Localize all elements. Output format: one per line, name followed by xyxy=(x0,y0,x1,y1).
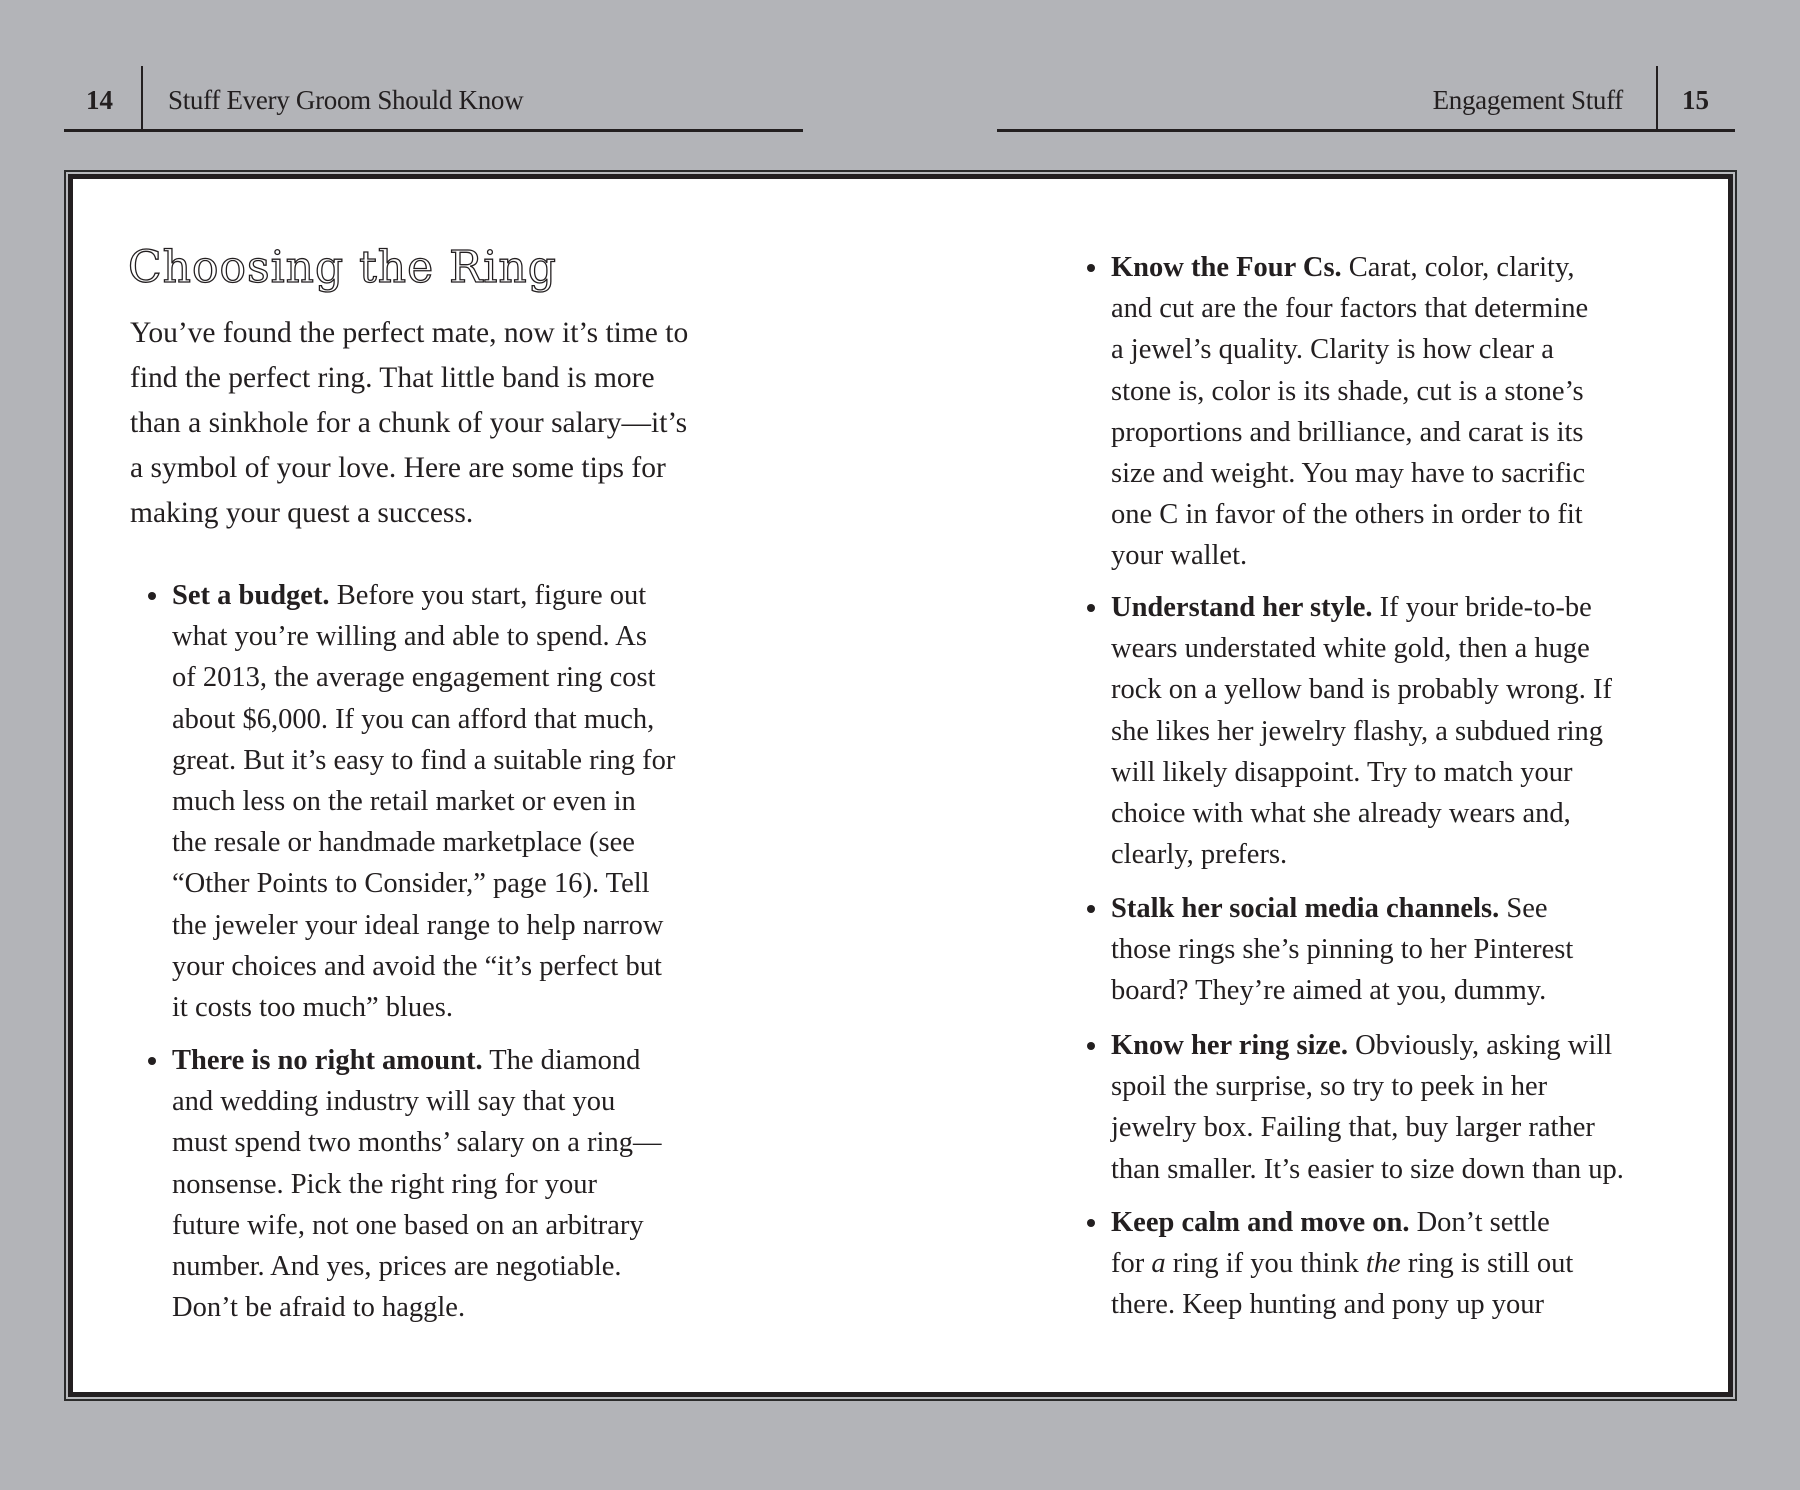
bullet-line: Don’t be afraid to haggle. xyxy=(172,1292,466,1324)
bullet-lead: Know the Four Cs. xyxy=(1111,252,1342,283)
bullet-line: “Other Points to Consider,” page 16). Tell xyxy=(172,868,650,900)
intro-line: a symbol of your love. Here are some tips for xyxy=(130,452,666,484)
bullet-text: for xyxy=(1111,1248,1152,1280)
bullet-line: nonsense. Pick the right ring for your xyxy=(172,1168,598,1200)
bullet-icon xyxy=(1087,905,1095,913)
bullet-first-line xyxy=(1111,594,1592,623)
bullet-text: The diamond xyxy=(482,1045,641,1076)
bullet-line: much less on the retail market or even in xyxy=(172,786,636,817)
bullet-line: great. But it’s easy to find a suitable ring for xyxy=(172,744,676,776)
header-rule-left xyxy=(64,129,803,132)
bullet-line: there. Keep hunting and pony up your xyxy=(1111,1289,1544,1321)
bullet-line: one C in favor of the others in order to fit xyxy=(1111,499,1583,531)
bullet-line: what you’re willing and able to spend. As xyxy=(172,621,647,653)
emphasis-text: the xyxy=(1365,1248,1401,1280)
bullet-line: wears understated white gold, then a huge xyxy=(1111,633,1590,665)
right-page-number: 15 xyxy=(1682,85,1709,115)
section-title: Choosing the Ring xyxy=(128,242,557,293)
bullet-lead: Set a budget. xyxy=(172,580,330,611)
bullet-line: and wedding industry will say that you xyxy=(172,1086,616,1118)
bullet-line: about $6,000. If you can afford that much, xyxy=(172,703,655,735)
bullet-icon xyxy=(1087,1219,1095,1227)
bullet-line: she likes her jewelry flashy, a subdued ring xyxy=(1111,715,1604,747)
bullet-first-line xyxy=(1111,895,1548,924)
bullet-line: clearly, prefers. xyxy=(1111,839,1288,871)
bullet-line: proportions and brilliance, and carat is its xyxy=(1111,416,1584,448)
bullet-first-line xyxy=(172,1047,640,1076)
bullet-line: board? They’re aimed at you, dummy. xyxy=(1111,975,1547,1007)
bullet-icon xyxy=(1087,1042,1095,1050)
bullet-line: choice with what she already wears and, xyxy=(1111,798,1571,829)
emphasis-text: a xyxy=(1151,1248,1166,1280)
bullet-icon xyxy=(148,1057,156,1065)
left-page-number: 14 xyxy=(86,85,113,115)
bullet-line: of 2013, the average engagement ring cost xyxy=(172,662,656,694)
bullet-lead: Stalk her social media channels. xyxy=(1111,893,1500,924)
bullet-lead: Keep calm and move on. xyxy=(1111,1207,1410,1238)
bullet-line: jewelry box. Failing that, buy larger rather xyxy=(1111,1112,1595,1144)
bullet-text: Before you start, figure out xyxy=(329,580,647,611)
bullet-text: ring if you think xyxy=(1165,1248,1366,1280)
bullet-line: must spend two months’ salary on a ring— xyxy=(172,1127,662,1159)
intro-line: making your quest a success. xyxy=(130,497,474,529)
bullet-line: a jewel’s quality. Clarity is how clear a xyxy=(1111,334,1554,366)
bullet-line: stone is, color is its shade, cut is a stone’s xyxy=(1111,375,1584,407)
bullet-line: the jeweler your ideal range to help narrow xyxy=(172,909,664,941)
header-rule-right xyxy=(997,129,1735,132)
bullet-first-line xyxy=(1111,1032,1612,1061)
bullet-icon xyxy=(1087,264,1095,272)
bullet-line: your choices and avoid the “it’s perfect but xyxy=(172,950,662,982)
bullet-text: Obviously, asking will xyxy=(1347,1030,1613,1061)
bullet-lead: Know her ring size. xyxy=(1111,1030,1348,1061)
left-running-head: Stuff Every Groom Should Know xyxy=(168,85,524,115)
bullet-icon xyxy=(1087,604,1095,612)
bullet-icon xyxy=(148,592,156,600)
bullet-lead: Understand her style. xyxy=(1111,592,1373,623)
bullet-text: ring is still out xyxy=(1400,1248,1574,1280)
bullet-line: size and weight. You may have to sacrific xyxy=(1111,458,1586,489)
bullet-line: will likely disappoint. Try to match your xyxy=(1111,756,1573,788)
bullet-line: and cut are the four factors that determine xyxy=(1111,293,1589,325)
bullet-text: Don’t settle xyxy=(1409,1207,1550,1238)
bullet-line xyxy=(1111,1250,1573,1279)
header-divider-left xyxy=(141,66,143,131)
bullet-line: those rings she’s pinning to her Pinterest xyxy=(1111,934,1574,966)
header-divider-right xyxy=(1656,66,1658,131)
bullet-text: Carat, color, clarity, xyxy=(1341,252,1575,283)
intro-line: than a sinkhole for a chunk of your salary—it’s xyxy=(130,407,688,439)
bullet-line: future wife, not one based on an arbitrary xyxy=(172,1209,644,1241)
intro-line: find the perfect ring. That little band is more xyxy=(130,362,655,394)
bullet-line: your wallet. xyxy=(1111,540,1248,572)
bullet-line: it costs too much” blues. xyxy=(172,992,454,1023)
bullet-line: than smaller. It’s easier to size down than up. xyxy=(1111,1153,1624,1185)
bullet-first-line xyxy=(1111,254,1575,283)
right-running-head: Engagement Stuff xyxy=(1432,85,1623,115)
bullet-line: spoil the surprise, so try to peek in her xyxy=(1111,1071,1548,1103)
bullet-text: See xyxy=(1499,893,1548,924)
intro-line: You’ve found the perfect mate, now it’s time to xyxy=(130,317,689,349)
bullet-first-line xyxy=(172,582,646,611)
bullet-first-line xyxy=(1111,1209,1550,1238)
bullet-text: If your bride-to-be xyxy=(1372,592,1592,623)
bullet-line: rock on a yellow band is probably wrong. If xyxy=(1111,674,1613,706)
bullet-lead: There is no right amount. xyxy=(172,1045,483,1076)
bullet-line: number. And yes, prices are negotiable. xyxy=(172,1251,622,1282)
bullet-line: the resale or handmade marketplace (see xyxy=(172,827,635,859)
